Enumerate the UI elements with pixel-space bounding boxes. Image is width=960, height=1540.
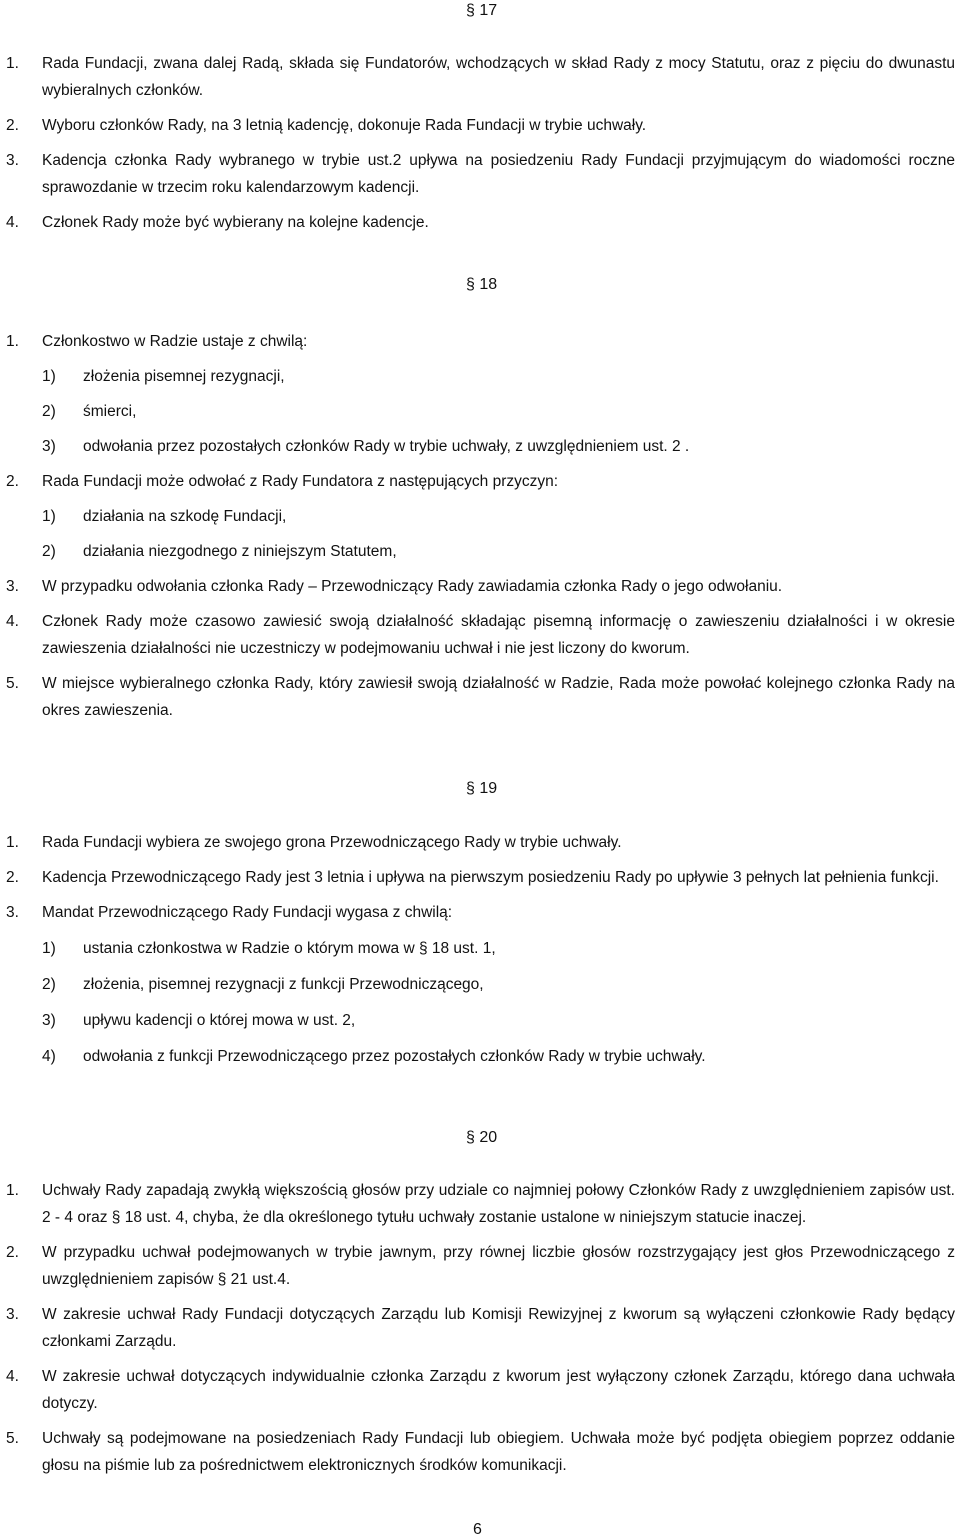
- subitem-text: ustania członkostwa w Radzie o którym mowa w § 18 ust. 1,: [83, 940, 496, 957]
- s18-item-3: [0, 573, 955, 600]
- s18-item-2-sub-2: [0, 538, 955, 565]
- s20-item-5: [0, 1425, 955, 1479]
- item-number: 1.: [6, 55, 19, 72]
- s20-item-2: [0, 1239, 955, 1293]
- item-text: Kadencja Przewodniczącego Rady jest 3 letnia i upływa na pierwszym posiedzeniu Rady po upływie 3 pełnych lat pełnienia funkcji.: [42, 869, 939, 886]
- s19-item-3-sub-2: [0, 971, 955, 998]
- s17-item-3: [0, 147, 955, 201]
- item-text: W zakresie uchwał Rady Fundacji dotyczących Zarządu lub Komisji Rewizyjnej z kworum są wyłączeni członkowie Rady będący członkami Zarządu.: [42, 1306, 955, 1350]
- subitem-number: 2): [42, 543, 56, 560]
- item-number: 5.: [6, 1430, 19, 1447]
- item-number: 3.: [6, 904, 19, 921]
- subitem-text: upływu kadencji o której mowa w ust. 2,: [83, 1012, 356, 1029]
- item-number: 3.: [6, 578, 19, 595]
- s19-item-3-sub-4: [0, 1043, 955, 1070]
- page-number: 6: [473, 1521, 482, 1538]
- s18-item-5: [0, 670, 955, 724]
- item-text: Członek Rady może być wybierany na kolejne kadencje.: [42, 214, 429, 231]
- s20-item-3: [0, 1301, 955, 1355]
- item-text: Rada Fundacji wybiera ze swojego grona Przewodniczącego Rady w trybie uchwały.: [42, 834, 622, 851]
- section-19-heading: § 19: [466, 780, 498, 797]
- subitem-number: 2): [42, 976, 56, 993]
- subitem-text: złożenia, pisemnej rezygnacji z funkcji Przewodniczącego,: [83, 976, 484, 993]
- subitem-number: 4): [42, 1048, 56, 1065]
- s18-item-2: [0, 468, 955, 495]
- subitem-number: 1): [42, 368, 56, 385]
- s19-item-3-sub-1: [0, 935, 955, 962]
- item-number: 5.: [6, 675, 19, 692]
- item-number: 3.: [6, 152, 19, 169]
- subitem-text: złożenia pisemnej rezygnacji,: [83, 368, 285, 385]
- s19-item-3-sub-3: [0, 1007, 955, 1034]
- item-text: W przypadku odwołania członka Rady – Przewodniczący Rady zawiadamia członka Rady o jego odwołaniu.: [42, 578, 783, 595]
- s17-item-2: [0, 112, 955, 139]
- subitem-number: 1): [42, 508, 56, 525]
- subitem-text: działania na szkodę Fundacji,: [83, 508, 287, 525]
- s18-item-1-sub-3: [0, 433, 955, 460]
- s19-item-2: [0, 864, 955, 891]
- section-20-heading: § 20: [466, 1129, 498, 1146]
- s20-item-1: [0, 1177, 955, 1231]
- item-text: W miejsce wybieralnego członka Rady, który zawiesił swoją działalność w Radzie, Rada może powołać kolejnego członka Rady na okres zawieszenia.: [42, 675, 955, 719]
- s19-item-3: [0, 899, 955, 926]
- section-19-body: [0, 829, 955, 1070]
- s18-item-1-sub-2: [0, 398, 955, 425]
- s20-item-4: [0, 1363, 955, 1417]
- subitem-text: śmierci,: [83, 403, 137, 420]
- item-number: 1.: [6, 1182, 19, 1199]
- item-text: Członkostwo w Radzie ustaje z chwilą:: [42, 333, 308, 350]
- item-number: 2.: [6, 473, 19, 490]
- subitem-number: 3): [42, 1012, 56, 1029]
- subitem-text: odwołania przez pozostałych członków Rady w trybie uchwały, z uwzględnieniem ust. 2 .: [83, 438, 690, 455]
- item-number: 4.: [6, 613, 19, 630]
- s19-item-1: [0, 829, 955, 856]
- subitem-text: odwołania z funkcji Przewodniczącego przez pozostałych członków Rady w trybie uchwały.: [83, 1048, 706, 1065]
- item-number: 2.: [6, 117, 19, 134]
- s18-item-1: [0, 328, 955, 355]
- item-text: Mandat Przewodniczącego Rady Fundacji wygasa z chwilą:: [42, 904, 453, 921]
- s18-item-1-sub-1: [0, 363, 955, 390]
- subitem-number: 2): [42, 403, 56, 420]
- item-number: 1.: [6, 834, 19, 851]
- item-text: Wyboru członków Rady, na 3 letnią kadencję, dokonuje Rada Fundacji w trybie uchwały.: [42, 117, 647, 134]
- section-18-body: [0, 328, 955, 724]
- item-number: 2.: [6, 1244, 19, 1261]
- section-17-heading: § 17: [466, 2, 498, 19]
- subitem-number: 3): [42, 438, 56, 455]
- item-text: W zakresie uchwał dotyczących indywidualnie członka Zarządu z kworum jest wyłączony członek Zarządu, którego dana uchwała dotyczy.: [42, 1368, 955, 1412]
- item-text: W przypadku uchwał podejmowanych w trybie jawnym, przy równej liczbie głosów rozstrzygający jest głos Przewodniczącego z uwzględnieniem zapisów § 21 ust.4.: [42, 1244, 955, 1288]
- s17-item-4: [0, 209, 955, 236]
- item-text: Członek Rady może czasowo zawiesić swoją działalność składając pisemną informację o zawieszeniu działalności i w okresie zawieszenia działalności nie uczestniczy w podejmowaniu uchwał i nie jest liczony do kworum.: [42, 613, 955, 657]
- item-text: Uchwały Rady zapadają zwykłą większością głosów przy udziale co najmniej połowy Członków Rady z uwzględnieniem zapisów ust. 2 - 4 oraz § 18 ust. 4, chyba, że dla określonego tytułu uchwały zostanie ustalone w niniejszym statucie inaczej.: [42, 1182, 955, 1226]
- subitem-number: 1): [42, 940, 56, 957]
- s18-item-2-sub-1: [0, 503, 955, 530]
- section-17-body: [0, 50, 955, 236]
- item-text: Kadencja członka Rady wybranego w trybie ust.2 upływa na posiedzeniu Rady Fundacji przyjmującym do wiadomości roczne sprawozdanie w trzecim roku kalendarzowym kadencji.: [42, 152, 955, 196]
- item-text: Uchwały są podejmowane na posiedzeniach Rady Fundacji lub obiegiem. Uchwała może być podjęta obiegiem poprzez oddanie głosu na piśmie lub za pośrednictwem elektronicznych środków komunikacji.: [42, 1430, 955, 1474]
- item-text: Rada Fundacji, zwana dalej Radą, składa się Fundatorów, wchodzących w skład Rady z mocy Statutu, oraz z pięciu do dwunastu wybieralnych członków.: [42, 55, 955, 99]
- item-number: 1.: [6, 333, 19, 350]
- item-text: Rada Fundacji może odwołać z Rady Fundatora z następujących przyczyn:: [42, 473, 559, 490]
- section-20-body: [0, 1177, 955, 1479]
- item-number: 2.: [6, 869, 19, 886]
- subitem-text: działania niezgodnego z niniejszym Statutem,: [83, 543, 397, 560]
- s17-item-1: [0, 50, 955, 104]
- section-18-heading: § 18: [466, 276, 498, 293]
- item-number: 3.: [6, 1306, 19, 1323]
- item-number: 4.: [6, 1368, 19, 1385]
- s18-item-4: [0, 608, 955, 662]
- item-number: 4.: [6, 214, 19, 231]
